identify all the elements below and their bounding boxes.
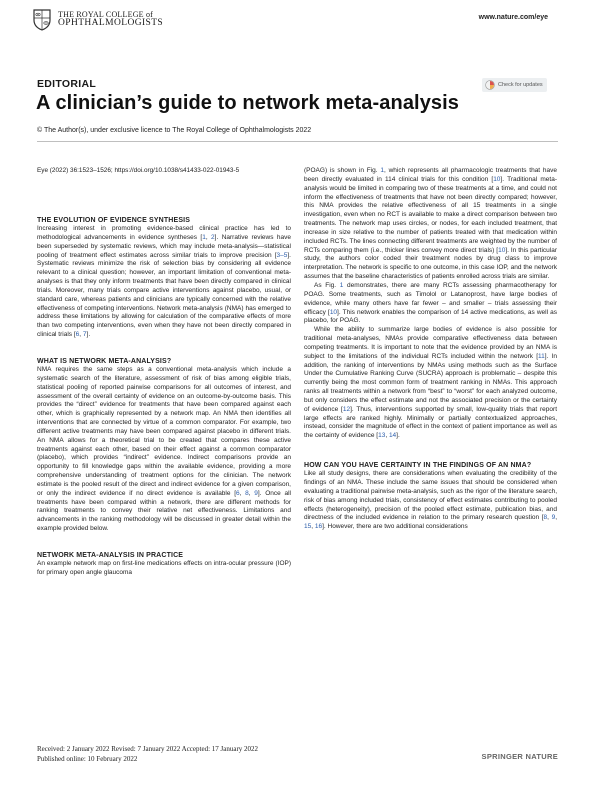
crest-icon [31,7,53,31]
heading-evolution-of-evidence-synthesis: THE EVOLUTION OF EVIDENCE SYNTHESIS [37,217,191,224]
reference-link[interactable]: 1 [202,233,206,241]
article-title: A clinician’s guide to network meta-analysis [36,92,460,114]
paragraph-certainty: Like all study designs, there are considerations when evaluating the credibility of the findings of an NMA. These include the same issues that should be considered when evaluating a traditional pairwise meta-analysis, such as the rigor of the literature search, risk of bias among included trials, consistency of effect estimates contributing to pooled effects (heterogeneity), precision of the pooled effect estimate, publication bias, and directness of the included evidence in relation to the primary research question [8, 9, 15, 16]. However, there are two additional considerations [304,470,557,531]
heading-nma-in-practice: NETWORK META-ANALYSIS IN PRACTICE [37,552,184,559]
paragraph-poag-network: (POAG) is shown in Fig. 1, which represents all pharmacologic treatments that have been directly evaluated in 114 clinical trials for this condition [10]. Traditional meta-analysis would be limited in comparing two of these treatments at a time, and could not inform the effectiveness of treatments that have not been directly compared; however, this NMA provides the relative effectiveness of all 15 treatments in a single investigation, even when no RCT is available to make a direct comparison between two treatments. The network map uses circles, or nodes, for each included treatment, that increase in size relative to the number of patients treated with that medication within included RCTs. The lines connecting different treatments are weighted by the number of RCTs comparing them (i.e., thicker lines convey more direct trials) [10]. In this particular study, the authors color coded their treatment nodes by drug class to improve interpretation. The network is specific to one outcome, in this case IOP, and the network assumes that the baseline characteristics of patients enrolled across trials are similar. [304,167,557,281]
reference-link[interactable]: 10 [329,308,338,316]
check-for-updates-label: Check for updates [498,82,543,88]
reference-link[interactable]: 16 [314,523,323,531]
reference-link[interactable]: 8 [543,514,548,522]
heading-what-is-nma: WHAT IS NETWORK META-ANALYSIS? [37,357,172,365]
article-citation[interactable]: Eye (2022) 36:1523–1526; https://doi.org/10.1038/s41433-022-01943-5 [37,167,240,174]
header-divider [37,141,558,142]
reference-link[interactable]: 9 [254,489,258,497]
right-column [304,167,557,532]
reference-link[interactable]: 10 [493,175,501,183]
paragraph-evolution: Increasing interest in promoting evidence-based clinical practice has led to methodological advancements in evidence syntheses [1, 2]. Narrative reviews have been superseded by systematic reviews, which may include meta-analysis—statistical pooling of treatment effect estimates across similar trials to improve precision [3–5]. Systematic reviews minimize the risk of selection bias by considering all evidence relevant to a clinical question; however, an important limitation of conventional meta-analyses is that they only inform treatments that have been directly compared in clinical trials. Moreover, many trials compare active interventions against placebo, usual, or standard care, whereas patients and clinicians are typically concerned with the relative effectiveness of competing interventions. Network meta-analysis (NMA) has emerged to address these limitations by allowing for calculation of the comparative effects of more than two competing interventions, even when they have not been directly compared in clinical trials [6, 7]. [37,225,291,339]
reference-link[interactable]: 7 [82,331,87,339]
reference-link[interactable]: 6 [236,489,240,497]
published-online-date: Published online: 10 February 2022 [37,755,138,763]
paragraph-fig-demonstrates: As Fig. 1 demonstrates, there are many RCTs assessing pharmacotherapy for POAG. Some treatments, such as Timolol or Latanoprost, have large bodies of evidence, while many others have far fewer – and smaller – trials assessing their efficacy [10]. This network enables the comparison of 14 active medications, as well as placebo, for POAG. [304,281,558,325]
article-history [37,744,258,764]
received-revised-accepted-dates: Received: 2 January 2022 Revised: 7 January 2022 Accepted: 17 January 2022 [37,745,259,753]
reference-link[interactable]: 13 [378,432,386,440]
reference-link[interactable]: 9 [551,514,556,522]
logo-line-1: THE ROYAL COLLEGE of [58,10,154,19]
publisher-logo: SPRINGER NATURE [481,752,558,761]
reference-link[interactable]: 11 [538,352,545,360]
reference-link[interactable]: 6 [75,331,80,339]
journal-logo [31,7,163,31]
reference-link[interactable]: 8 [245,489,249,497]
journal-website-link[interactable]: www.nature.com/eye [478,14,548,21]
heading-certainty-in-nma: HOW CAN YOU HAVE CERTAINTY IN THE FINDINGS OF AN NMA? [304,462,532,470]
left-column [37,216,291,578]
check-updates-icon [485,80,495,90]
paragraph-what-is-nma: NMA requires the same steps as a conventional meta-analysis which include a systematic search of the literature, assessment of risk of bias among eligible trials, statistical pooling of reported pairwise comparisons for all outcomes of interest, and assessment of the overall certainty of evidence on an outcome-by-outcome basis. This provides the “direct” evidence for treatments that have been compared against each other, which is graphically represented by a network map. An NMA then identifies all interventions that are connected by virtue of a common comparator. For example, two different active treatments may have been compared against placebo in different trials. An NMA allows for a theoretical trial to be created that compares these active treatments against each other, based on their effect against a common comparator (placebo), which provides “indirect” evidence. Indirect comparisons provide an opportunity to fill knowledge gaps within the available evidence, providing a more comprehensive understanding of treatment options for the clinician. The network estimate is the pooled result of the direct and indirect evidence for a given comparison, or only the indirect evidence if no direct evidence is available [6, 8, 9]. Once all treatments have been compared within a network, there are different methods for ranking treatments to convey their relative net effectiveness. Limitations and advancements in the ranking methodology will be discussed in greater detail within the example provided below. [37,365,291,533]
figure-link[interactable]: 1 [380,167,384,174]
reference-link[interactable]: 15 [304,523,312,531]
article-section-label: EDITORIAL [37,78,97,90]
reference-link[interactable]: 14 [388,432,397,440]
paragraph-nma-in-practice: An example network map on first-line medications effects on intra-ocular pressure (IOP) for primary open angle glaucoma [37,560,291,576]
paragraph-ranking: While the ability to summarize large bodies of evidence is also possible for traditional meta-analyses, NMAs provide comparative effectiveness data between competing treatments. It is important to note that the evidence provided by an NMA is subject to the limitations of the individual RCTs included within the network [11]. In addition, the ranking of interventions by NMAs using methods such as the Surface Under the Cumulative Ranking Curve (SUCRA) approach is problematic – despite this currently being the most common form of treatment ranking in NMAs. This approach ranks all treatments within a network from “best” to “worst” for each analyzed outcome, but only considers the effect estimate and not the associated precision or the certainty of evidence [12]. Thus, interventions supported by small, low-quality trials that report large effects are ranked highly. Minimally or partially contextualized approaches, instead, consider the magnitude of effect in the context of patient importance as well as the certainty of evidence [13, 14]. [304,326,557,440]
check-for-updates-button[interactable] [482,78,547,92]
reference-link[interactable]: 3–5 [276,251,288,259]
copyright-line: © The Author(s), under exclusive licence to The Royal College of Ophthalmologists 2022 [37,127,312,134]
logo-line-2: OPHTHALMOLOGISTS [58,18,164,28]
reference-link[interactable]: 2 [211,233,215,241]
reference-link[interactable]: 12 [342,405,351,413]
figure-link[interactable]: 1 [339,281,344,289]
reference-link[interactable]: 10 [498,246,506,254]
